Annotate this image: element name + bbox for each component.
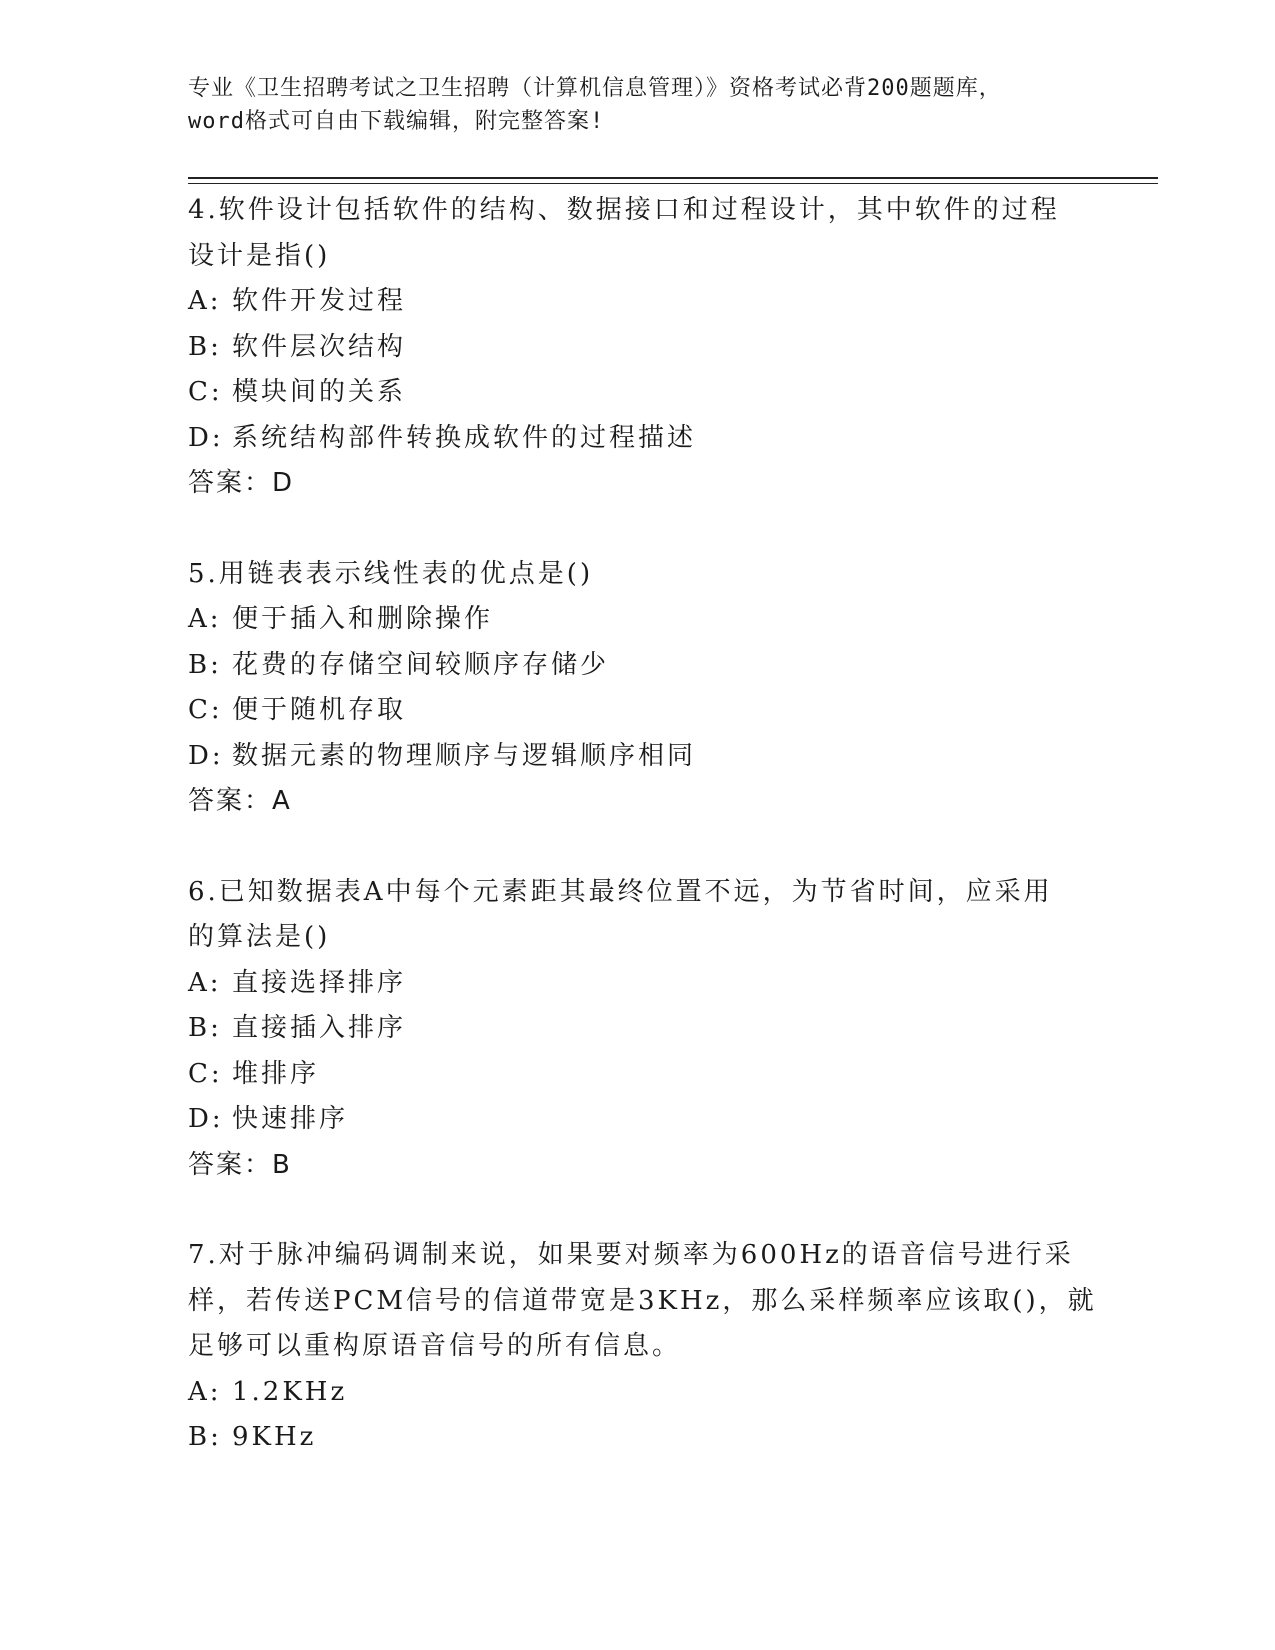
option-text: 花费的存储空间较顺序存储少 <box>232 649 610 680</box>
option-a <box>188 597 1088 643</box>
option-text: 快速排序 <box>232 1104 349 1134</box>
option-text: 模块间的关系 <box>232 377 407 407</box>
option-c <box>188 1052 1088 1098</box>
option-key: A: <box>188 1376 222 1407</box>
answer-label: 答案：D <box>188 468 295 498</box>
stem-line: 的算法是() <box>188 922 331 952</box>
option-a <box>188 1370 1088 1416</box>
question-5 <box>188 552 1088 825</box>
option-text: 直接选择排序 <box>232 967 407 998</box>
option-key: C: <box>188 377 223 407</box>
answer-label: 答案：B <box>188 1149 292 1180</box>
option-text: 9KHz <box>232 1422 317 1452</box>
option-key: C: <box>188 695 223 725</box>
option-a <box>188 961 1088 1007</box>
option-text: 1.2KHz <box>232 1376 348 1407</box>
option-text: 软件层次结构 <box>232 331 407 362</box>
question-stem <box>188 552 1088 598</box>
document-header <box>188 72 1088 138</box>
stem-line: 样，若传送PCM信号的信道带宽是3KHz，那么采样频率应该取()，就 <box>188 1285 1097 1316</box>
header-line-1: 专业《卫生招聘考试之卫生招聘（计算机信息管理）》资格考试必背200题题库， <box>188 76 1002 101</box>
option-d <box>188 416 1088 462</box>
header-divider-thin <box>188 183 1158 184</box>
option-c <box>188 688 1088 734</box>
stem-line: 6.已知数据表A中每个元素距其最终位置不远，为节省时间，应采用 <box>188 876 1053 907</box>
option-key: B: <box>188 1013 222 1043</box>
stem-line: 4.软件设计包括软件的结构、数据接口和过程设计，其中软件的过程 <box>188 195 1060 225</box>
option-text: 堆排序 <box>232 1058 320 1089</box>
stem-line: 足够可以重构原语音信号的所有信息。 <box>188 1331 682 1361</box>
option-d <box>188 1097 1088 1143</box>
option-b <box>188 325 1088 371</box>
option-key: D: <box>188 422 224 453</box>
answer-label: 答案：A <box>188 786 292 816</box>
question-stem <box>188 188 1088 279</box>
option-b <box>188 1415 1088 1461</box>
option-key: A: <box>188 286 222 316</box>
stem-line: 5.用链表表示线性表的优点是() <box>188 558 594 589</box>
header-line-2: word格式可自由下载编辑，附完整答案! <box>188 109 605 134</box>
stem-line: 7.对于脉冲编码调制来说，如果要对频率为600Hz的语音信号进行采 <box>188 1240 1074 1270</box>
option-c <box>188 370 1088 416</box>
question-stem <box>188 870 1088 961</box>
question-7 <box>188 1233 1097 1461</box>
option-text: 软件开发过程 <box>232 286 407 316</box>
stem-line: 设计是指() <box>188 240 331 271</box>
option-key: B: <box>188 331 222 362</box>
option-b <box>188 643 1088 689</box>
option-text: 便于随机存取 <box>232 695 407 725</box>
option-text: 数据元素的物理顺序与逻辑顺序相同 <box>232 740 697 771</box>
option-a <box>188 279 1088 325</box>
option-key: D: <box>188 1104 224 1134</box>
option-key: B: <box>188 1422 222 1452</box>
option-key: A: <box>188 604 222 634</box>
question-stem <box>188 1233 1097 1370</box>
option-text: 便于插入和删除操作 <box>232 604 494 634</box>
option-key: A: <box>188 967 222 998</box>
question-6 <box>188 870 1088 1189</box>
option-d <box>188 734 1088 780</box>
option-text: 系统结构部件转换成软件的过程描述 <box>232 422 697 453</box>
option-key: C: <box>188 1058 223 1089</box>
option-key: D: <box>188 740 224 771</box>
option-text: 直接插入排序 <box>232 1013 407 1043</box>
question-4 <box>188 188 1088 507</box>
option-b <box>188 1006 1088 1052</box>
question-list <box>188 188 1097 1506</box>
option-key: B: <box>188 649 222 680</box>
header-divider-thick <box>188 177 1158 179</box>
